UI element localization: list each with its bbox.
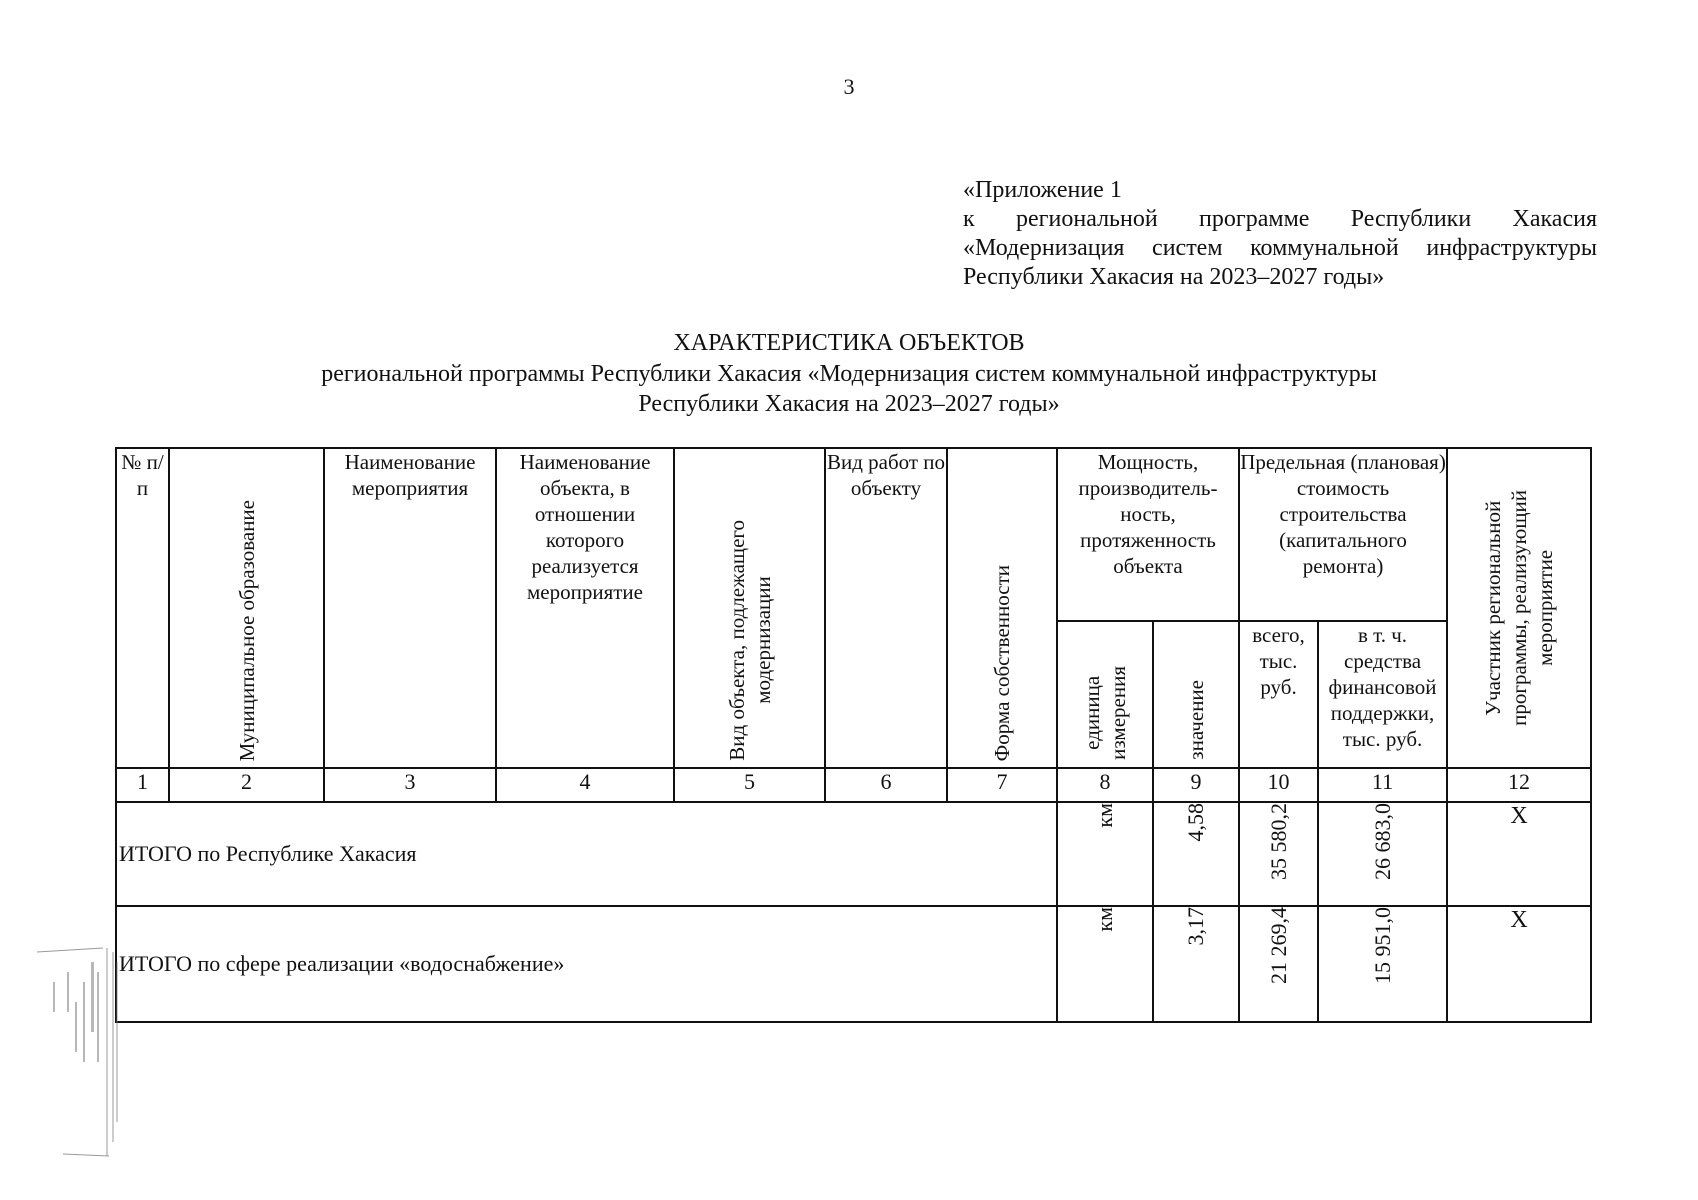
- objects-table: [115, 447, 1592, 1023]
- column-number: 5: [674, 768, 825, 802]
- total-unit-cell: [1057, 802, 1153, 906]
- total-support-cell: [1318, 802, 1447, 906]
- header-cost-group: Предельная (плановая) стоимость строительства (капитального ремонта): [1239, 448, 1447, 621]
- header-total: всего, тыс. руб.: [1239, 621, 1318, 768]
- title-line-2: региональной программы Республики Хакасия «Модернизация систем коммунальной инфраструктуры: [321, 361, 1377, 387]
- title-heading: ХАРАКТЕРИСТИКА ОБЪЕКТОВ: [673, 330, 1025, 356]
- total-label-water-supply: ИТОГО по сфере реализации «водоснабжение»: [116, 906, 1057, 1022]
- header-value: [1153, 621, 1239, 768]
- header-object-type-text: [724, 514, 776, 767]
- header-unit-line1: единица: [1080, 676, 1104, 751]
- table-row: [116, 906, 1591, 1022]
- header-object-type: [674, 448, 825, 768]
- column-number: 1: [116, 768, 169, 802]
- total-support: 26 683,0: [1369, 803, 1395, 880]
- header-number: № п/п: [116, 448, 169, 768]
- total-cost: 21 269,4: [1265, 907, 1291, 984]
- appendix-line-4: Республики Хакасия на 2023–2027 годы»: [963, 264, 1385, 290]
- registration-stamp: [33, 942, 123, 1162]
- header-object-type-line1: Вид объекта, подлежащего: [724, 520, 749, 761]
- column-number: 11: [1318, 768, 1447, 802]
- total-participant: Х: [1447, 802, 1591, 906]
- header-participant: [1447, 448, 1591, 768]
- total-cost-cell: [1239, 906, 1318, 1022]
- total-participant: Х: [1447, 906, 1591, 1022]
- header-capacity-group: Мощность, производитель-ность, протяженность объекта: [1057, 448, 1239, 621]
- appendix-line-2: к региональной программе Республики Хакасия: [963, 206, 1597, 232]
- header-unit-text: [1079, 660, 1131, 766]
- header-municipality: [169, 448, 324, 768]
- header-municipality-text: Муниципальное образование: [234, 499, 259, 761]
- header-ownership: [947, 448, 1057, 768]
- header-participant-line2: программы, реализующий: [1507, 490, 1532, 726]
- header-work-type: Вид работ по объекту: [825, 448, 947, 768]
- header-participant-line1: Участник региональной: [1481, 500, 1506, 716]
- header-participant-text: [1480, 484, 1558, 732]
- column-number: 9: [1153, 768, 1239, 802]
- total-cost-cell: [1239, 802, 1318, 906]
- column-number: 4: [496, 768, 674, 802]
- column-number: 10: [1239, 768, 1318, 802]
- total-label-republic: ИТОГО по Республике Хакасия: [116, 802, 1057, 906]
- header-value-text: значение: [1184, 680, 1208, 761]
- total-unit: км: [1092, 803, 1117, 828]
- appendix-line-3: «Модернизация систем коммунальной инфраструктуры: [963, 235, 1597, 261]
- column-number-row: [116, 768, 1591, 802]
- column-number: 2: [169, 768, 324, 802]
- header-unit-line2: измерения: [1106, 666, 1130, 761]
- total-unit-cell: [1057, 906, 1153, 1022]
- total-value-cell: [1153, 802, 1239, 906]
- column-number: 8: [1057, 768, 1153, 802]
- header-object-name: Наименование объекта, в отношении которого реализуется мероприятие: [496, 448, 674, 768]
- total-value: 3,17: [1183, 907, 1208, 946]
- column-number: 3: [324, 768, 496, 802]
- total-support: 15 951,0: [1369, 907, 1395, 984]
- header-ownership-text: Форма собственности: [990, 564, 1014, 761]
- total-value: 4,58: [1183, 803, 1208, 842]
- header-object-type-line2: модернизации: [750, 576, 775, 705]
- header-support: в т. ч. средства финансовой поддержки, тыс. руб.: [1318, 621, 1447, 768]
- appendix-line-1: «Приложение 1: [963, 177, 1122, 203]
- title-line-3: Республики Хакасия на 2023–2027 годы»: [638, 391, 1060, 417]
- header-participant-line3: мероприятие: [1533, 550, 1558, 666]
- header-unit: [1057, 621, 1153, 768]
- table-row: [116, 802, 1591, 906]
- column-number: 6: [825, 768, 947, 802]
- document-title: [0, 328, 1698, 358]
- column-number: 7: [947, 768, 1057, 802]
- total-value-cell: [1153, 906, 1239, 1022]
- total-unit: км: [1092, 907, 1117, 932]
- document-subtitle: [0, 359, 1698, 419]
- header-event-name: Наименование мероприятия: [324, 448, 496, 768]
- total-cost: 35 580,2: [1265, 803, 1291, 880]
- total-support-cell: [1318, 906, 1447, 1022]
- appendix-block: [963, 176, 1597, 292]
- column-number: 12: [1447, 768, 1591, 802]
- page-number: 3: [843, 74, 855, 99]
